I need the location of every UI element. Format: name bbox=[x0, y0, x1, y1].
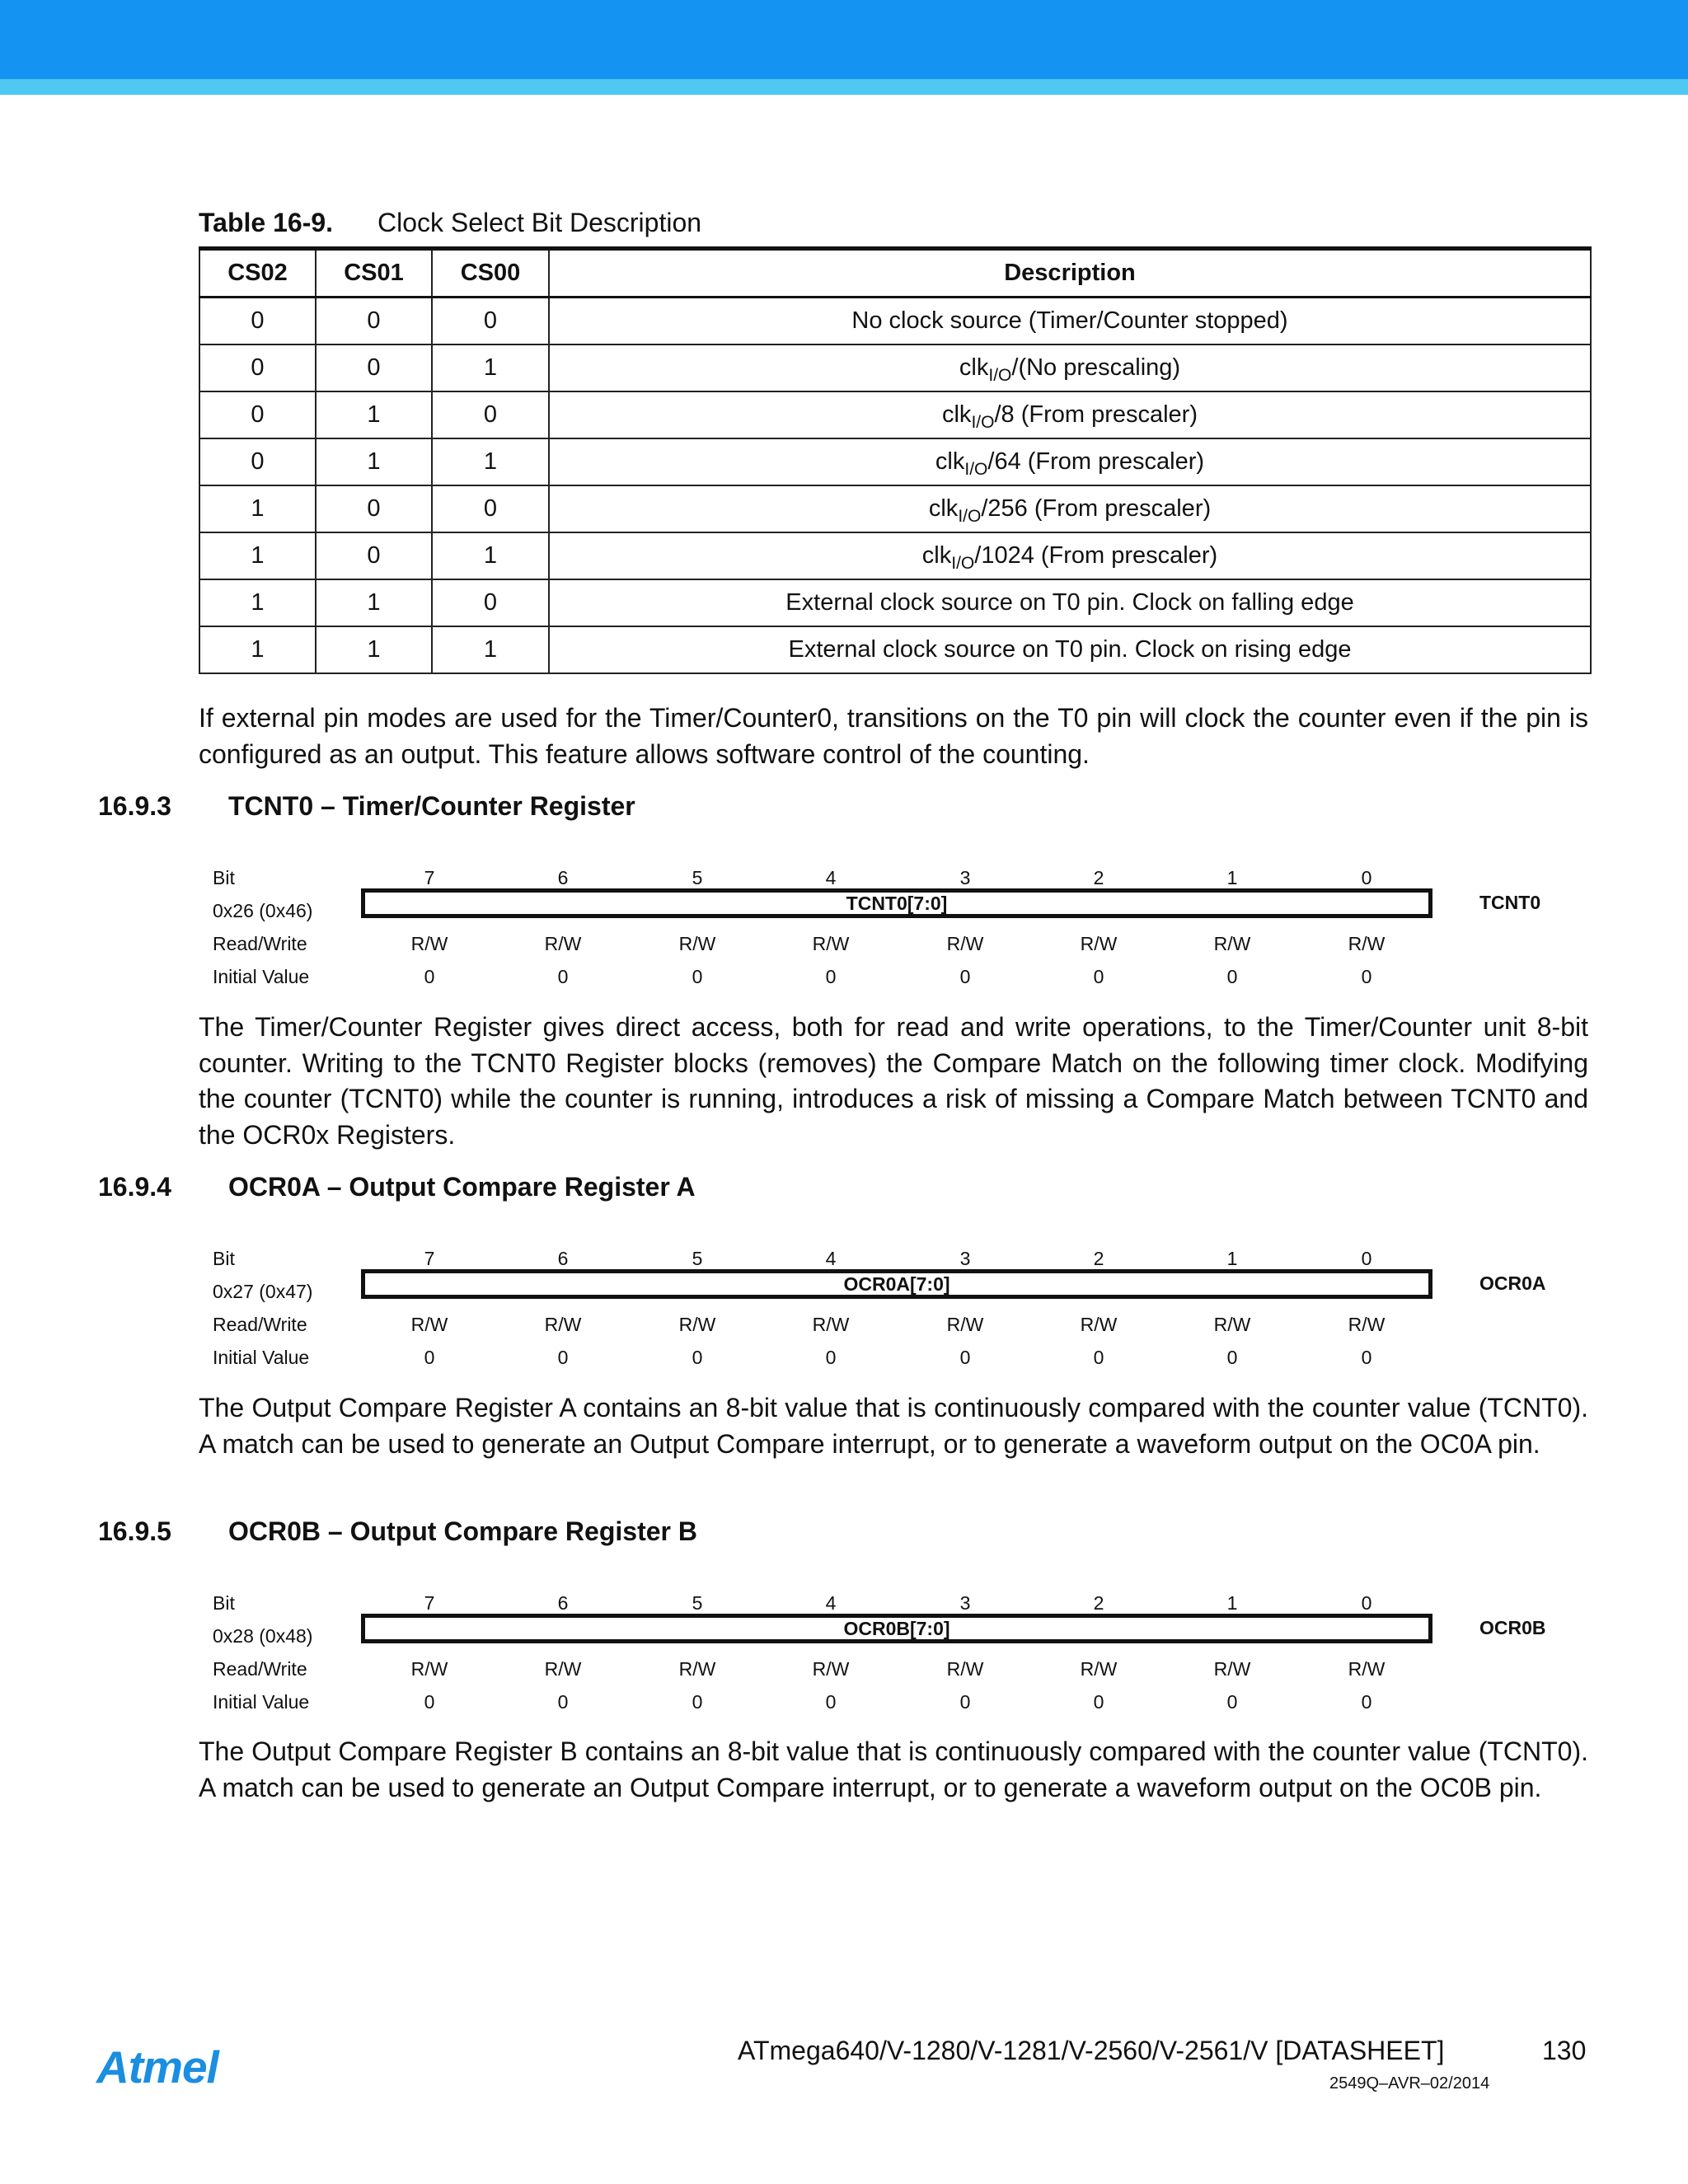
cell-cs01: 1 bbox=[316, 579, 432, 626]
read-write-value: R/W bbox=[410, 1314, 448, 1335]
initial-value: 0 bbox=[1226, 1691, 1238, 1713]
bit-number: 7 bbox=[424, 1248, 435, 1269]
bit-number: 6 bbox=[557, 1592, 569, 1614]
clk-subscript: I/O bbox=[988, 366, 1012, 385]
register-name: OCR0A bbox=[1479, 1272, 1546, 1294]
bit-number: 5 bbox=[692, 867, 703, 888]
read-write-value: R/W bbox=[678, 933, 716, 954]
read-write-value: R/W bbox=[410, 1658, 448, 1680]
initial-value: 0 bbox=[1093, 1347, 1104, 1368]
read-write-value: R/W bbox=[1080, 1314, 1118, 1335]
initial-value: 0 bbox=[424, 1691, 435, 1713]
read-write-value: R/W bbox=[1213, 1658, 1251, 1680]
clk-label: clk bbox=[935, 448, 965, 475]
table-row bbox=[199, 438, 1591, 485]
cell-cs01: 1 bbox=[316, 438, 432, 485]
initial-value: 0 bbox=[692, 966, 703, 987]
initial-value: 0 bbox=[959, 1691, 971, 1713]
table-caption bbox=[199, 208, 702, 238]
table-header-row bbox=[199, 249, 1591, 298]
bit-number: 0 bbox=[1361, 867, 1372, 888]
cell-description: External clock source on T0 pin. Clock on falling edge bbox=[549, 579, 1591, 626]
read-write-value: R/W bbox=[678, 1314, 716, 1335]
cell-cs02: 1 bbox=[199, 579, 316, 626]
clk-divider-text: /256 (From prescaler) bbox=[981, 495, 1212, 522]
initial-value: 0 bbox=[959, 966, 971, 987]
table-row bbox=[199, 532, 1591, 579]
table-row bbox=[199, 391, 1591, 438]
read-write-value: R/W bbox=[1348, 933, 1386, 954]
cell-cs02: 1 bbox=[199, 626, 316, 673]
read-write-value: R/W bbox=[812, 1658, 850, 1680]
section-title: TCNT0 – Timer/Counter Register bbox=[228, 791, 635, 821]
read-write-value: R/W bbox=[1213, 933, 1251, 954]
clk-subscript: I/O bbox=[958, 507, 982, 526]
initial-value: 0 bbox=[557, 966, 569, 987]
section-number: 16.9.4 bbox=[98, 1172, 171, 1202]
section-number: 16.9.3 bbox=[98, 791, 171, 821]
section-heading-ocr0b bbox=[98, 1516, 697, 1547]
cell-description bbox=[549, 485, 1591, 532]
cell-cs01: 0 bbox=[316, 298, 432, 345]
clk-divider-text: /(No prescaling) bbox=[1011, 354, 1181, 381]
cell-cs01: 1 bbox=[316, 626, 432, 673]
initial-value: 0 bbox=[1226, 966, 1238, 987]
clock-select-table bbox=[199, 246, 1592, 674]
initial-value-row-label: Initial Value bbox=[213, 1691, 310, 1713]
initial-value-row-label: Initial Value bbox=[213, 1347, 310, 1368]
address-label: 0x27 (0x47) bbox=[213, 1281, 313, 1302]
table-row bbox=[199, 344, 1591, 391]
clk-divider-text: /64 (From prescaler) bbox=[987, 448, 1205, 475]
cell-cs00: 1 bbox=[432, 438, 549, 485]
read-write-value: R/W bbox=[678, 1658, 716, 1680]
clk-label: clk bbox=[959, 354, 989, 381]
document-code: 2549Q–AVR–02/2014 bbox=[1329, 2074, 1490, 2093]
cell-cs00: 1 bbox=[432, 626, 549, 673]
table-row bbox=[199, 579, 1591, 626]
atmel-logo: Atmel bbox=[96, 2041, 218, 2093]
register-name: OCR0B bbox=[1479, 1617, 1546, 1638]
cell-cs02: 1 bbox=[199, 485, 316, 532]
register-diagram-tcnt0 bbox=[213, 867, 1597, 999]
address-label: 0x28 (0x48) bbox=[213, 1625, 313, 1647]
bit-row-label: Bit bbox=[213, 867, 235, 888]
cell-cs00: 1 bbox=[432, 532, 549, 579]
bit-number: 2 bbox=[1093, 1592, 1104, 1614]
bit-number: 7 bbox=[424, 1592, 435, 1614]
section-title: OCR0B – Output Compare Register B bbox=[228, 1516, 697, 1546]
register-field-box: TCNT0[7:0] bbox=[361, 888, 1432, 918]
clk-label: clk bbox=[928, 495, 959, 522]
cell-description: No clock source (Timer/Counter stopped) bbox=[549, 298, 1591, 345]
register-diagram-ocr0a bbox=[213, 1248, 1597, 1380]
bit-row-label: Bit bbox=[213, 1592, 235, 1614]
cell-description bbox=[549, 438, 1591, 485]
clk-subscript: I/O bbox=[971, 413, 995, 432]
initial-value: 0 bbox=[825, 1691, 837, 1713]
clk-subscript: I/O bbox=[964, 460, 988, 479]
clk-divider-text: /1024 (From prescaler) bbox=[974, 542, 1218, 569]
initial-value: 0 bbox=[557, 1691, 569, 1713]
bit-number: 6 bbox=[557, 867, 569, 888]
header-cs01: CS01 bbox=[316, 249, 432, 298]
cell-description: External clock source on T0 pin. Clock on rising edge bbox=[549, 626, 1591, 673]
cell-cs00: 0 bbox=[432, 298, 549, 345]
read-write-value: R/W bbox=[1080, 933, 1118, 954]
cell-cs01: 0 bbox=[316, 344, 432, 391]
read-write-value: R/W bbox=[1213, 1314, 1251, 1335]
cell-description bbox=[549, 344, 1591, 391]
read-write-value: R/W bbox=[544, 933, 582, 954]
ocr0b-description: The Output Compare Register B contains an 8-bit value that is continuously compared with the counter value (TCNT0). A match can be used to generate an Output Compare interrupt, or to generate a waveform output on the OC0B pin. bbox=[199, 1736, 1588, 1802]
initial-value: 0 bbox=[692, 1347, 703, 1368]
register-field-box: OCR0B[7:0] bbox=[361, 1614, 1432, 1643]
clk-subscript: I/O bbox=[951, 554, 975, 573]
table-title: Clock Select Bit Description bbox=[377, 208, 702, 237]
cell-description bbox=[549, 532, 1591, 579]
initial-value: 0 bbox=[825, 1347, 837, 1368]
initial-value: 0 bbox=[1361, 1347, 1372, 1368]
section-heading-ocr0a bbox=[98, 1172, 696, 1202]
initial-value: 0 bbox=[1361, 1691, 1372, 1713]
cell-cs02: 0 bbox=[199, 298, 316, 345]
section-heading-tcnt0 bbox=[98, 791, 635, 822]
tcnt0-description: The Timer/Counter Register gives direct access, both for read and write operations, to the Timer/Counter unit 8-bit counter. Writing to the TCNT0 Register blocks (removes) the Compare Match on the following timer clock. Modifying the counter (TCNT0) while the counter is running, introduces a risk of missing a Compare Match between TCNT0 and the OCR0x Registers. bbox=[199, 1012, 1588, 1150]
bit-number: 1 bbox=[1226, 1248, 1238, 1269]
read-write-row-label: Read/Write bbox=[213, 933, 307, 954]
ocr0a-description: The Output Compare Register A contains an 8-bit value that is continuously compared with the counter value (TCNT0). A match can be used to generate an Output Compare interrupt, or to generate a waveform output on the OC0A pin. bbox=[199, 1393, 1588, 1459]
bit-number: 2 bbox=[1093, 1248, 1104, 1269]
table-row bbox=[199, 298, 1591, 345]
initial-value: 0 bbox=[1361, 966, 1372, 987]
initial-value: 0 bbox=[424, 966, 435, 987]
bit-number: 4 bbox=[825, 1248, 837, 1269]
bit-number: 3 bbox=[959, 1592, 971, 1614]
read-write-value: R/W bbox=[410, 933, 448, 954]
bit-number: 2 bbox=[1093, 867, 1104, 888]
read-write-value: R/W bbox=[812, 933, 850, 954]
bit-number: 0 bbox=[1361, 1248, 1372, 1269]
bit-number: 4 bbox=[825, 1592, 837, 1614]
address-label: 0x26 (0x46) bbox=[213, 900, 313, 921]
bit-number: 7 bbox=[424, 867, 435, 888]
clk-label: clk bbox=[921, 542, 952, 569]
cell-description bbox=[549, 391, 1591, 438]
initial-value: 0 bbox=[692, 1691, 703, 1713]
clk-divider-text: /8 (From prescaler) bbox=[994, 401, 1198, 428]
bit-number: 3 bbox=[959, 1248, 971, 1269]
read-write-row-label: Read/Write bbox=[213, 1314, 307, 1335]
read-write-value: R/W bbox=[946, 1314, 984, 1335]
header-cs02: CS02 bbox=[199, 249, 316, 298]
initial-value: 0 bbox=[825, 966, 837, 987]
register-name: TCNT0 bbox=[1479, 892, 1541, 913]
header-accent-stripe bbox=[0, 79, 1688, 95]
page-number: 130 bbox=[1542, 2036, 1587, 2065]
initial-value-row-label: Initial Value bbox=[213, 966, 310, 987]
bit-number: 1 bbox=[1226, 867, 1238, 888]
cell-cs00: 0 bbox=[432, 391, 549, 438]
cell-cs00: 1 bbox=[432, 344, 549, 391]
cell-cs01: 0 bbox=[316, 485, 432, 532]
read-write-value: R/W bbox=[1080, 1658, 1118, 1680]
section-number: 16.9.5 bbox=[98, 1516, 171, 1546]
read-write-value: R/W bbox=[1348, 1658, 1386, 1680]
bit-number: 6 bbox=[557, 1248, 569, 1269]
cell-cs00: 0 bbox=[432, 485, 549, 532]
read-write-value: R/W bbox=[544, 1658, 582, 1680]
read-write-value: R/W bbox=[544, 1314, 582, 1335]
cell-cs02: 0 bbox=[199, 438, 316, 485]
bit-number: 5 bbox=[692, 1592, 703, 1614]
table-number: Table 16-9. bbox=[199, 208, 334, 237]
initial-value: 0 bbox=[1093, 1691, 1104, 1713]
cell-cs02: 0 bbox=[199, 391, 316, 438]
initial-value: 0 bbox=[1226, 1347, 1238, 1368]
clk-label: clk bbox=[941, 401, 972, 428]
external-pin-paragraph: If external pin modes are used for the Timer/Counter0, transitions on the T0 pin will clock the counter even if the pin is configured as an output. This feature allows software control of the counting. bbox=[199, 703, 1588, 769]
initial-value: 0 bbox=[557, 1347, 569, 1368]
cell-cs00: 0 bbox=[432, 579, 549, 626]
read-write-value: R/W bbox=[1348, 1314, 1386, 1335]
read-write-value: R/W bbox=[812, 1314, 850, 1335]
bit-number: 5 bbox=[692, 1248, 703, 1269]
footer-title: ATmega640/V-1280/V-1281/V-2560/V-2561/V [DATASHEET] bbox=[738, 2036, 1445, 2065]
read-write-row-label: Read/Write bbox=[213, 1658, 307, 1680]
cell-cs02: 0 bbox=[199, 344, 316, 391]
table-row bbox=[199, 485, 1591, 532]
cell-cs01: 1 bbox=[316, 391, 432, 438]
bit-number: 1 bbox=[1226, 1592, 1238, 1614]
bit-number: 0 bbox=[1361, 1592, 1372, 1614]
bit-number: 4 bbox=[825, 867, 837, 888]
bit-number: 3 bbox=[959, 867, 971, 888]
bit-row-label: Bit bbox=[213, 1248, 235, 1269]
table-row bbox=[199, 626, 1591, 673]
read-write-value: R/W bbox=[946, 1658, 984, 1680]
read-write-value: R/W bbox=[946, 933, 984, 954]
register-diagram-ocr0b bbox=[213, 1592, 1597, 1724]
header-cs00: CS00 bbox=[432, 249, 549, 298]
initial-value: 0 bbox=[959, 1347, 971, 1368]
header-bar bbox=[0, 0, 1688, 79]
initial-value: 0 bbox=[424, 1347, 435, 1368]
cell-cs01: 0 bbox=[316, 532, 432, 579]
header-description: Description bbox=[549, 249, 1591, 298]
initial-value: 0 bbox=[1093, 966, 1104, 987]
register-field-box: OCR0A[7:0] bbox=[361, 1269, 1432, 1299]
cell-cs02: 1 bbox=[199, 532, 316, 579]
section-title: OCR0A – Output Compare Register A bbox=[228, 1172, 696, 1202]
